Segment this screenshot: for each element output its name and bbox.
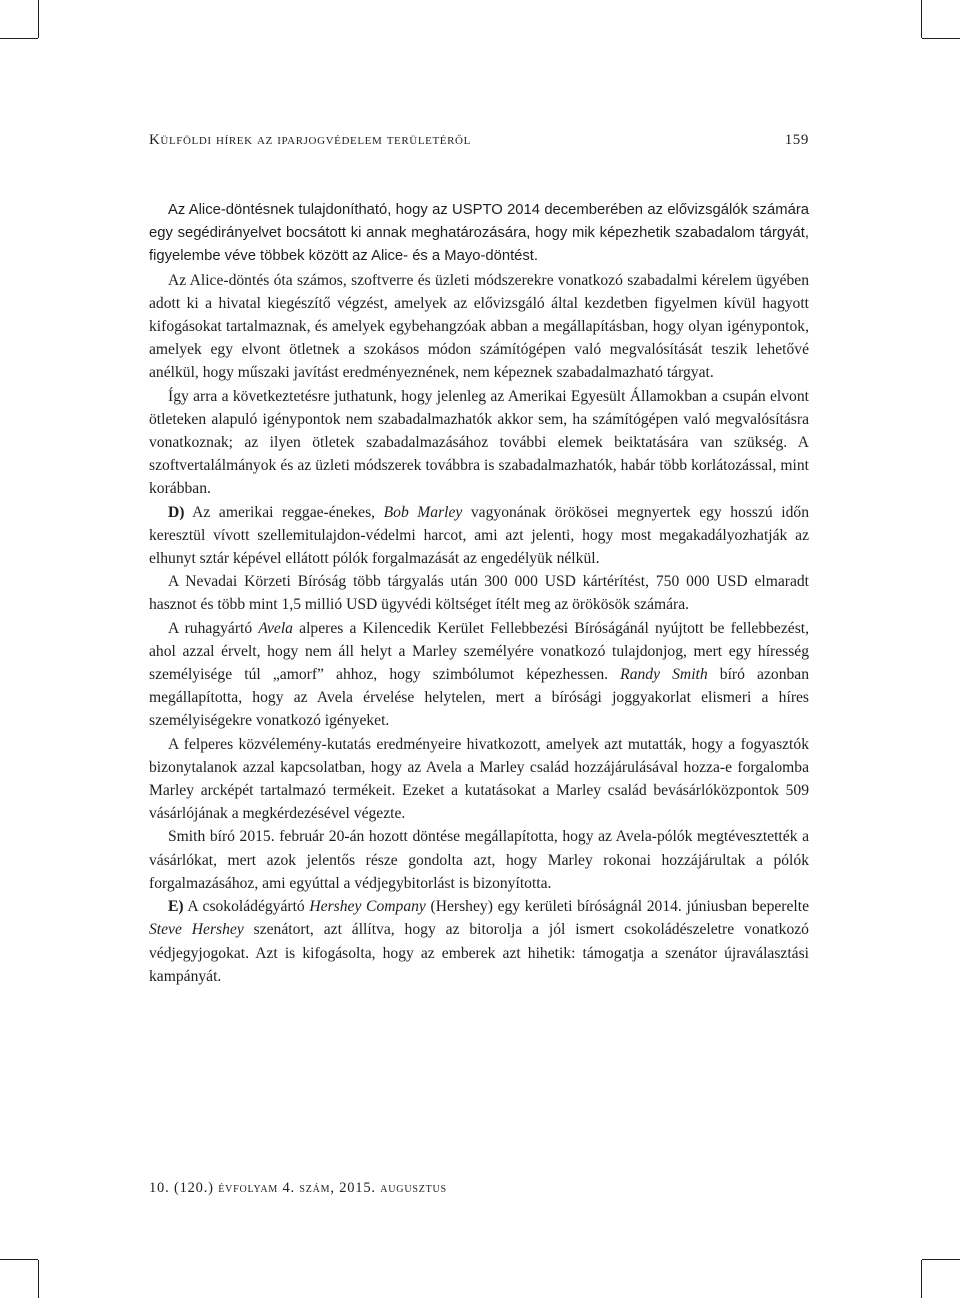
- crop-mark-top-left-h: [0, 38, 38, 39]
- paragraph-section-d: D) Az amerikai reggae-énekes, Bob Marley vagyonának örökösei megnyertek egy hosszú időn keresztül vívott szellemitulajdon-védelmi harcot, ami azt jelenti, hogy most megakadályozhatják az elhunyt sztár képével ellátott pólók forgalmazását az engedélyük nélkül.: [149, 503, 809, 568]
- name-bob-marley: Bob Marley: [383, 503, 463, 521]
- section-marker-d: D): [168, 503, 185, 521]
- name-steve-hershey: Steve Hershey: [149, 921, 244, 939]
- crop-mark-bottom-right: [921, 1260, 922, 1298]
- article-body: [149, 199, 809, 988]
- paragraph-7: A felperes közvélemény-kutatás eredményeire hivatkozott, amelyek azt mutatták, hogy a fogyasztók bizonytalanok azzal kapcsolatban, hogy az Avela a Marley család hozzájárulásával hozza-e forgalomba Marley arcképét tartalmazó termékeit. Ezeket a kutatásokat a Marley család bevásárlóközpontok 509 vásárlójának a megkérdezésével végezte.: [149, 735, 809, 823]
- paragraph-2: Az Alice-döntés óta számos, szoftverre és üzleti módszerekre vonatkozó szabadalmi kérelem ügyében adott ki a hivatal kiegészítő végzést, amelyek az elővizsgáló által kezdetben figyelmen kívül hagyott kifogásokat tartalmaznak, és amelyek egybehangzóak abban a megállapításban, hogy olyan igénypontok, amelyek egy elvont ötletnek a szokásos módon számítógépen való megvalósítását teszik lehetővé anélkül, hogy műszaki javítást eredményeznének, nem képeznek szabadalmazható tárgyat.: [149, 271, 809, 382]
- paragraph-6: A ruhagyártó Avela alperes a Kilencedik Kerület Fellebbezési Bíróságánál nyújtott be fellebbezést, ahol azzal érvelt, hogy nem áll helyt a Marley személyére vonatkozó tulajdonjog, mert egy híresség személyisége túl „amorf” ahhoz, hogy szimbólumot képezhessen. Randy Smith bíró azonban megállapította, hogy az Avela érvelése helytelen, mert a bírósági joggyakorlat elismeri a híres személyiségekre vonatkozó igényeket.: [149, 619, 810, 730]
- section-marker-e: E): [168, 898, 184, 916]
- crop-mark-top-right-h: [922, 38, 960, 39]
- paragraph-3: Így arra a következtetésre juthatunk, hogy jelenleg az Amerikai Egyesült Államokban a csupán elvont ötleteken alapuló igénypontok nem szabadalmazhatók akkor sem, ha számítógépen való megvalósításra vonatkoznak; az ilyen ötletek szabadalmazásához további elemek beiktatására van szükség. A szoftvertalálmányok és az üzleti módszerek továbbra is szabadalmazhatók, habár több korlátozással, mint korábban.: [149, 387, 809, 498]
- running-head: [149, 132, 809, 154]
- page-number: 159: [784, 132, 809, 148]
- crop-mark-bottom-left: [38, 1260, 39, 1298]
- issue-footer: 10. (120.) évfolyam 4. szám, 2015. augusztus: [149, 1180, 447, 1196]
- paragraph-8: Smith bíró 2015. február 20-án hozott döntése megállapította, hogy az Avela-pólók megtévesztették a vásárlókat, mert azok jelentős része gondolta azt, hogy Marley rokonai hozzájárultak a pólók forgalmazásához, ami egyúttal a védjegybitorlást is bizonyította.: [149, 828, 809, 892]
- paragraph-1: Az Alice-döntésnek tulajdonítható, hogy az USPTO 2014 decemberében az elővizsgálók számára egy segédirányelvet bocsátott ki annak meghatározására, hogy mik képezhetik szabadalom tárgyát, figyelembe véve többek között az Alice- és a Mayo-döntést.: [149, 202, 809, 265]
- name-randy-smith: Randy Smith: [620, 666, 708, 684]
- paragraph-5: A Nevadai Körzeti Bíróság több tárgyalás után 300 000 USD kártérítést, 750 000 USD elmaradt hasznot és több mint 1,5 millió USD ügyvédi költséget ítélt meg az örökösök számára.: [149, 573, 809, 614]
- paragraph-section-e: E) A csokoládégyártó Hershey Company (Hershey) egy kerületi bíróságnál 2014. júniusban beperelte Steve Hershey szenátort, azt állítva, hogy az bitorolja a jól ismert csokoládészeletre vonatkozó védjegyjogokat. Azt is kifogásolta, hogy az emberek azt hihetik: támogatja a szenátor újraválasztási kampányát.: [149, 898, 809, 985]
- crop-mark-top-left: [38, 0, 39, 38]
- crop-mark-bottom-right-h: [922, 1259, 960, 1260]
- name-hershey-company: Hershey Company: [309, 898, 426, 916]
- crop-mark-bottom-left-h: [0, 1259, 38, 1260]
- crop-mark-top-right: [921, 0, 922, 38]
- running-title: Külföldi hírek az iparjogvédelem területéről: [149, 132, 471, 148]
- name-avela: Avela: [258, 619, 293, 637]
